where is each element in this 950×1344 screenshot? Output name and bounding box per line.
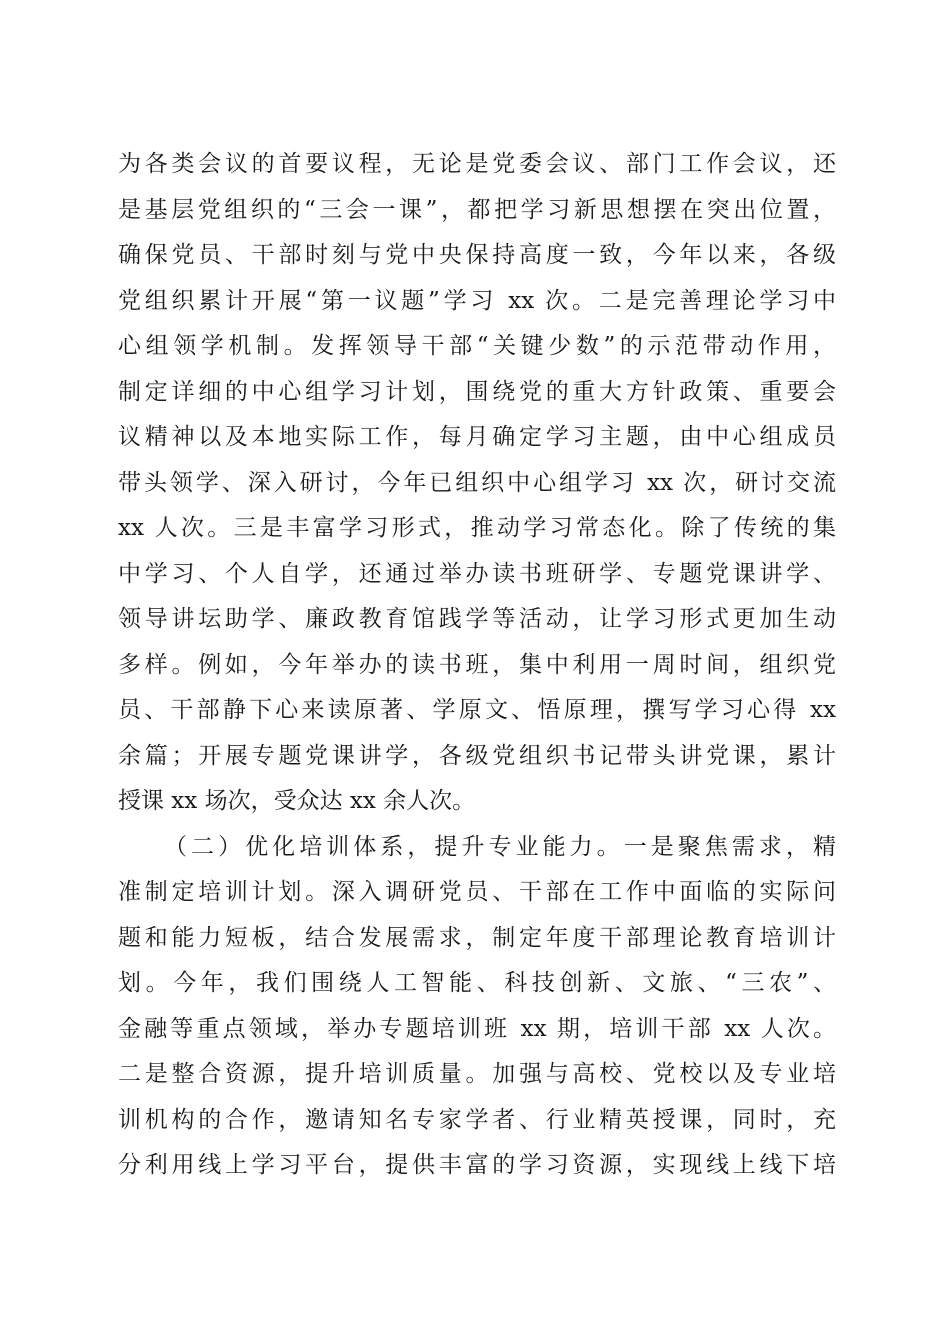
text-line: 中学习、个人自学，还通过举办读书班研学、专题党课讲学、 [118, 560, 836, 587]
text-line: 划。今年，我们围绕人工智能、科技创新、文旅、“三农”、 [118, 970, 836, 996]
text-line: 多样。例如，今年举办的读书班，集中利用一周时间，组织党 [118, 651, 836, 678]
text-line: 确保党员、干部时刻与党中央保持高度一致，今年以来，各级 [118, 242, 836, 268]
body-text [118, 142, 836, 1189]
text-line: 余篇；开展专题党课讲学，各级党组织书记带头讲党课，累计 [118, 742, 836, 769]
text-line: 带头领学、深入研讨，今年已组织中心组学习 xx 次，研讨交流 [118, 469, 836, 496]
text-line: 准制定培训计划。深入调研党员、干部在工作中面临的实际问 [118, 879, 836, 905]
text-line: 分利用线上学习平台，提供丰富的学习资源，实现线上线下培 [118, 1152, 836, 1178]
text-line: xx 人次。三是丰富学习形式，推动学习常态化。除了传统的集 [118, 515, 836, 541]
text-line: 金融等重点领域，举办专题培训班 xx 期，培训干部 xx 人次。 [118, 1015, 836, 1042]
text-line: 心组领学机制。发挥领导干部“关键少数”的示范带动作用， [118, 333, 836, 359]
paragraph-end-line: 授课 xx 场次，受众达 xx 余人次。 [118, 788, 476, 814]
text-line: 员、干部静下心来读原著、学原文、悟原理，撰写学习心得 xx [118, 697, 836, 723]
text-line: 党组织累计开展“第一议题”学习 xx 次。二是完善理论学习中 [118, 287, 836, 314]
text-line: 议精神以及本地实际工作，每月确定学习主题，由中心组成员 [118, 424, 836, 450]
section-heading-line: （二）优化培训体系，提升专业能力。一是聚焦需求，精 [164, 833, 836, 860]
text-line: 训机构的合作，邀请知名专家学者、行业精英授课，同时，充 [118, 1106, 836, 1133]
text-line: 题和能力短板，结合发展需求，制定年度干部理论教育培训计 [118, 924, 836, 951]
text-line: 为各类会议的首要议程，无论是党委会议、部门工作会议，还 [118, 151, 836, 177]
text-line: 二是整合资源，提升培训质量。加强与高校、党校以及专业培 [118, 1061, 836, 1087]
text-line: 领导讲坛助学、廉政教育馆践学等活动，让学习形式更加生动 [118, 606, 836, 632]
text-line: 制定详细的中心组学习计划，围绕党的重大方针政策、重要会 [118, 378, 836, 405]
text-line: 是基层党组织的“三会一课”，都把学习新思想摆在突出位置， [118, 196, 836, 223]
